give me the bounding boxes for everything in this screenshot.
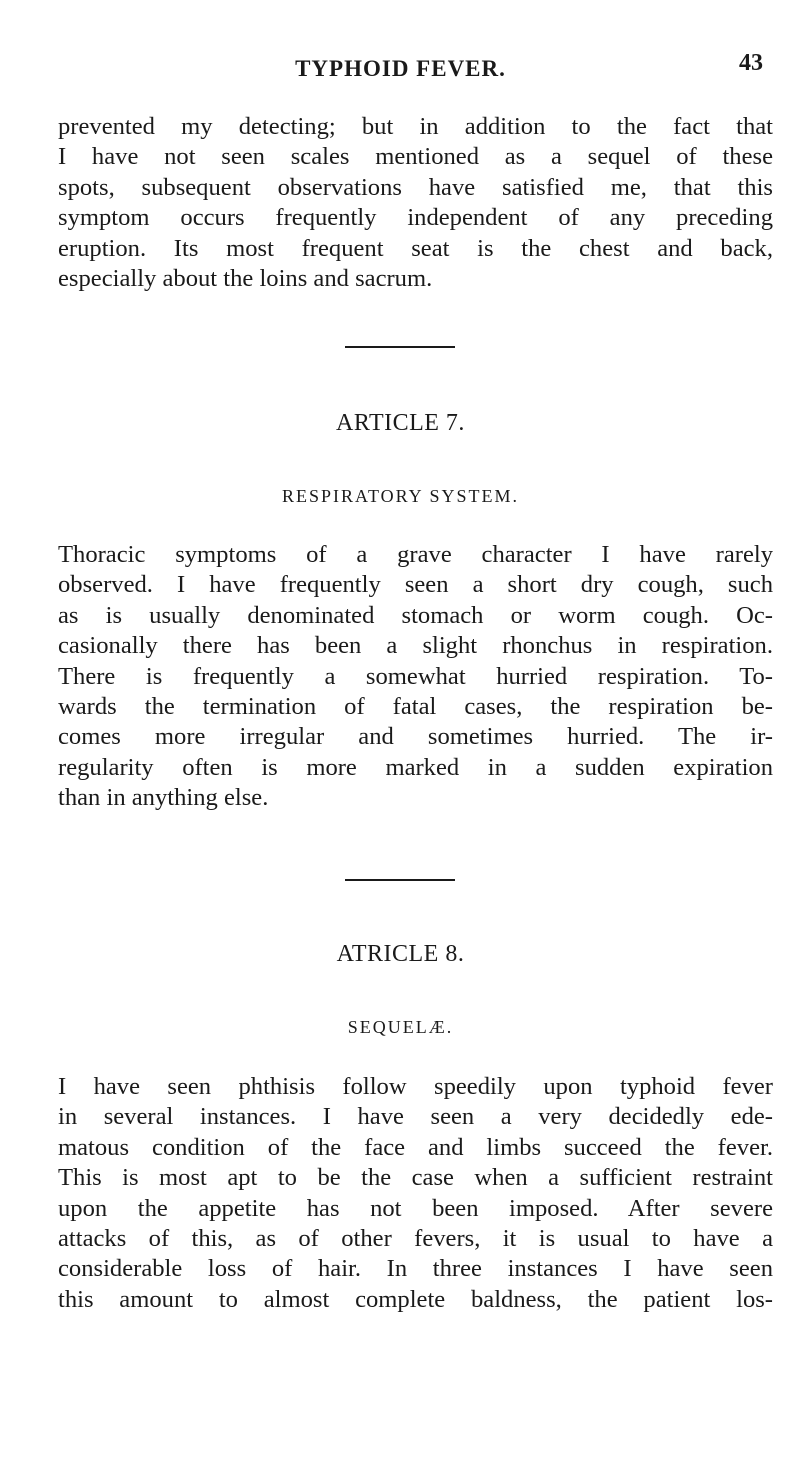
text-line: Thoracic symptoms of a grave character I have rarely [58,541,773,568]
section-divider [345,346,455,348]
article-7-subheading: RESPIRATORY SYSTEM. [281,486,520,506]
text-line: casionally there has been a slight rhonchus in respiration. [58,632,773,660]
text-line: I have not seen scales mentioned as a sequel of these [58,143,773,171]
text-line: observed. I have frequently seen a short dry cough, such [58,571,773,599]
text-line: as is usually denominated stomach or worm cough. Oc- [58,601,773,629]
text-line: symptom occurs frequently independent of any preceding [58,204,773,232]
text-line: prevented my detecting; but in addition to the fact that [58,113,773,140]
text-line: this amount to almost complete baldness, the patient los- [58,1285,773,1313]
text-line: considerable loss of hair. In three instances I have seen [58,1255,773,1283]
text-line: eruption. Its most frequent seat is the chest and back, [58,234,773,262]
text-line: than in anything else. [58,784,269,812]
text-line: wards the termination of fatal cases, the respiration be- [58,693,773,721]
section-divider [345,879,455,881]
article-7-paragraph [58,540,773,814]
running-title: TYPHOID FEVER. [295,56,506,81]
text-line: comes more irregular and sometimes hurried. The ir- [58,723,773,751]
text-line: regularity often is more marked in a sudden expiration [58,753,773,781]
text-line: This is most apt to be the case when a sufficient restraint [58,1164,773,1192]
article-8-paragraph [58,1072,773,1315]
article-8-heading: ATRICLE 8. [336,941,465,967]
text-line: matous condition of the face and limbs succeed the fever. [58,1133,773,1161]
paragraph-continued [58,112,773,294]
text-line: upon the appetite has not been imposed. After severe [58,1194,773,1222]
text-line: attacks of this, as of other fevers, it is usual to have a [58,1225,773,1253]
text-line: There is frequently a somewhat hurried respiration. To- [58,662,773,690]
text-line: especially about the loins and sacrum. [58,265,433,293]
running-head [0,50,801,86]
text-line: spots, subsequent observations have satisfied me, that this [58,173,773,201]
text-line: in several instances. I have seen a very decidedly ede- [58,1103,773,1131]
page-number: 43 [739,50,763,76]
article-7-heading: ARTICLE 7. [336,410,465,436]
article-8-subheading: SEQUELÆ. [347,1017,454,1037]
text-line: I have seen phthisis follow speedily upon typhoid fever [58,1073,773,1100]
